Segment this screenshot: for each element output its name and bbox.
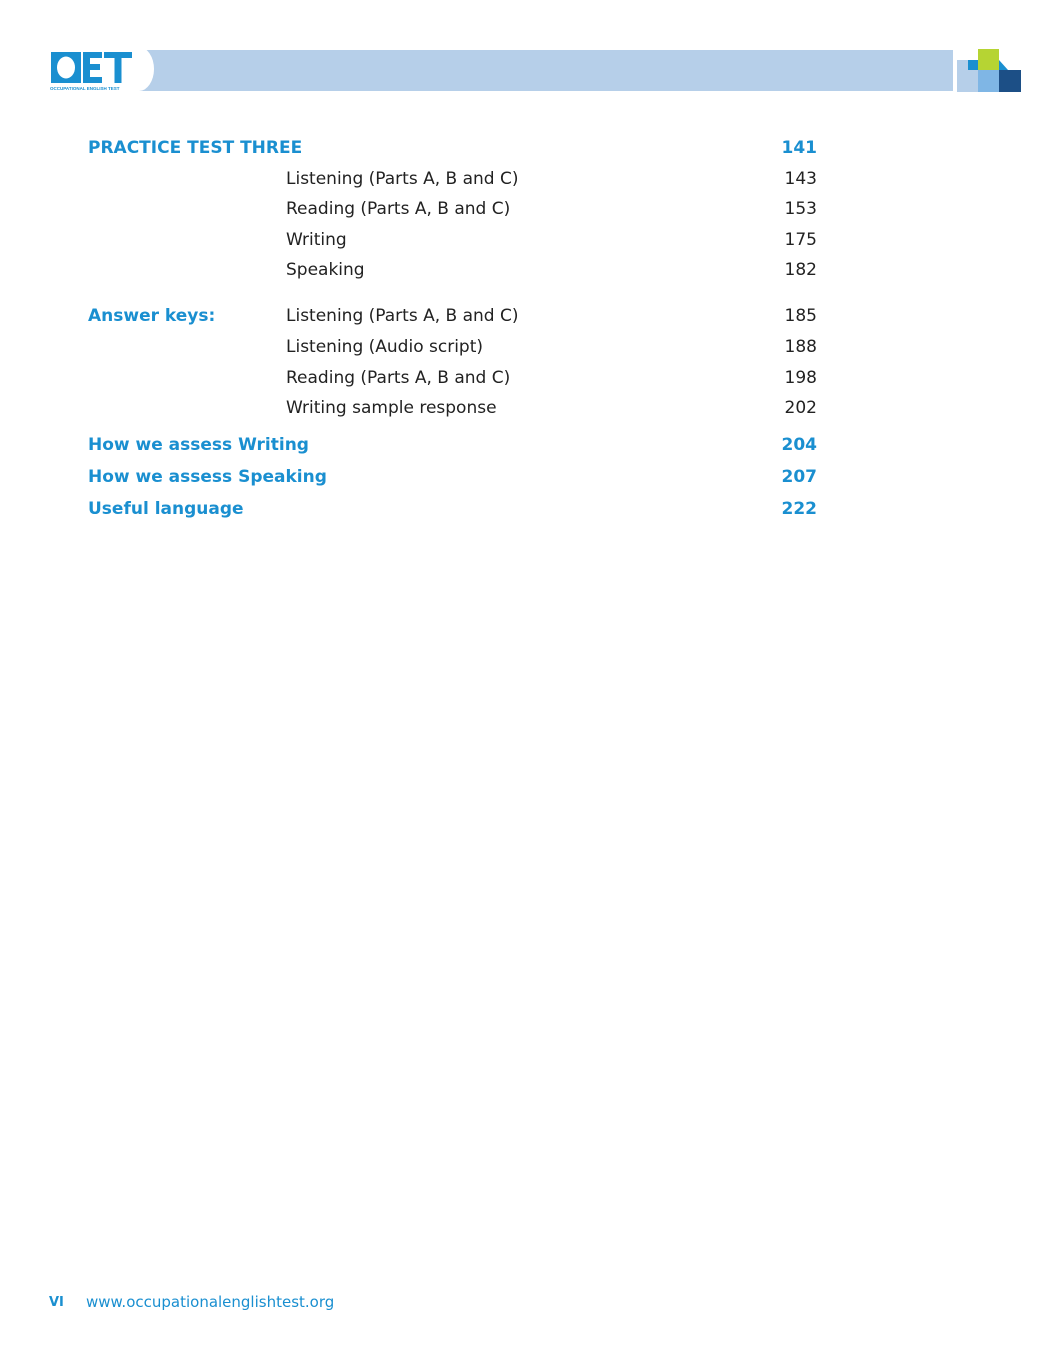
toc-heading-page: 222	[781, 499, 817, 519]
toc-item-page: 185	[784, 306, 817, 326]
toc-item-page: 143	[784, 169, 817, 189]
toc-item-reading[interactable]: Reading (Parts A, B and C)	[286, 199, 511, 219]
toc-item-answer-audio-script[interactable]: Listening (Audio script)	[286, 337, 484, 357]
toc-heading-practice-test[interactable]: PRACTICE TEST THREE	[88, 138, 303, 158]
toc-heading-page: 207	[781, 467, 817, 487]
footer-page-number: VI	[49, 1295, 64, 1310]
toc-item-answer-reading[interactable]: Reading (Parts A, B and C)	[286, 368, 511, 388]
header-band	[134, 50, 953, 91]
toc-heading-practice-test-page: 141	[781, 138, 817, 158]
decorative-blocks	[957, 49, 1021, 92]
footer-url-link[interactable]: www.occupationalenglishtest.org	[86, 1293, 335, 1311]
toc-item-page: 198	[784, 368, 817, 388]
toc-item-answer-listening[interactable]: Listening (Parts A, B and C)	[286, 306, 519, 326]
toc-item-writing[interactable]: Writing	[286, 230, 347, 250]
toc-item-page: 202	[784, 398, 817, 418]
toc-item-page: 188	[784, 337, 817, 357]
toc-item-page: 175	[784, 230, 817, 250]
toc-heading-assess-speaking[interactable]: How we assess Speaking	[88, 467, 327, 487]
toc-heading-answer-keys: Answer keys:	[88, 306, 216, 326]
toc-item-page: 153	[784, 199, 817, 219]
toc-item-page: 182	[784, 260, 817, 280]
toc-heading-useful-language[interactable]: Useful language	[88, 499, 244, 519]
toc-heading-page: 204	[781, 435, 817, 455]
toc-heading-assess-writing[interactable]: How we assess Writing	[88, 435, 309, 455]
toc-item-answer-writing-sample[interactable]: Writing sample response	[286, 398, 497, 418]
toc-item-speaking[interactable]: Speaking	[286, 260, 365, 280]
logo-tagline: OCCUPATIONAL ENGLISH TEST	[50, 86, 120, 91]
toc-item-listening[interactable]: Listening (Parts A, B and C)	[286, 169, 519, 189]
